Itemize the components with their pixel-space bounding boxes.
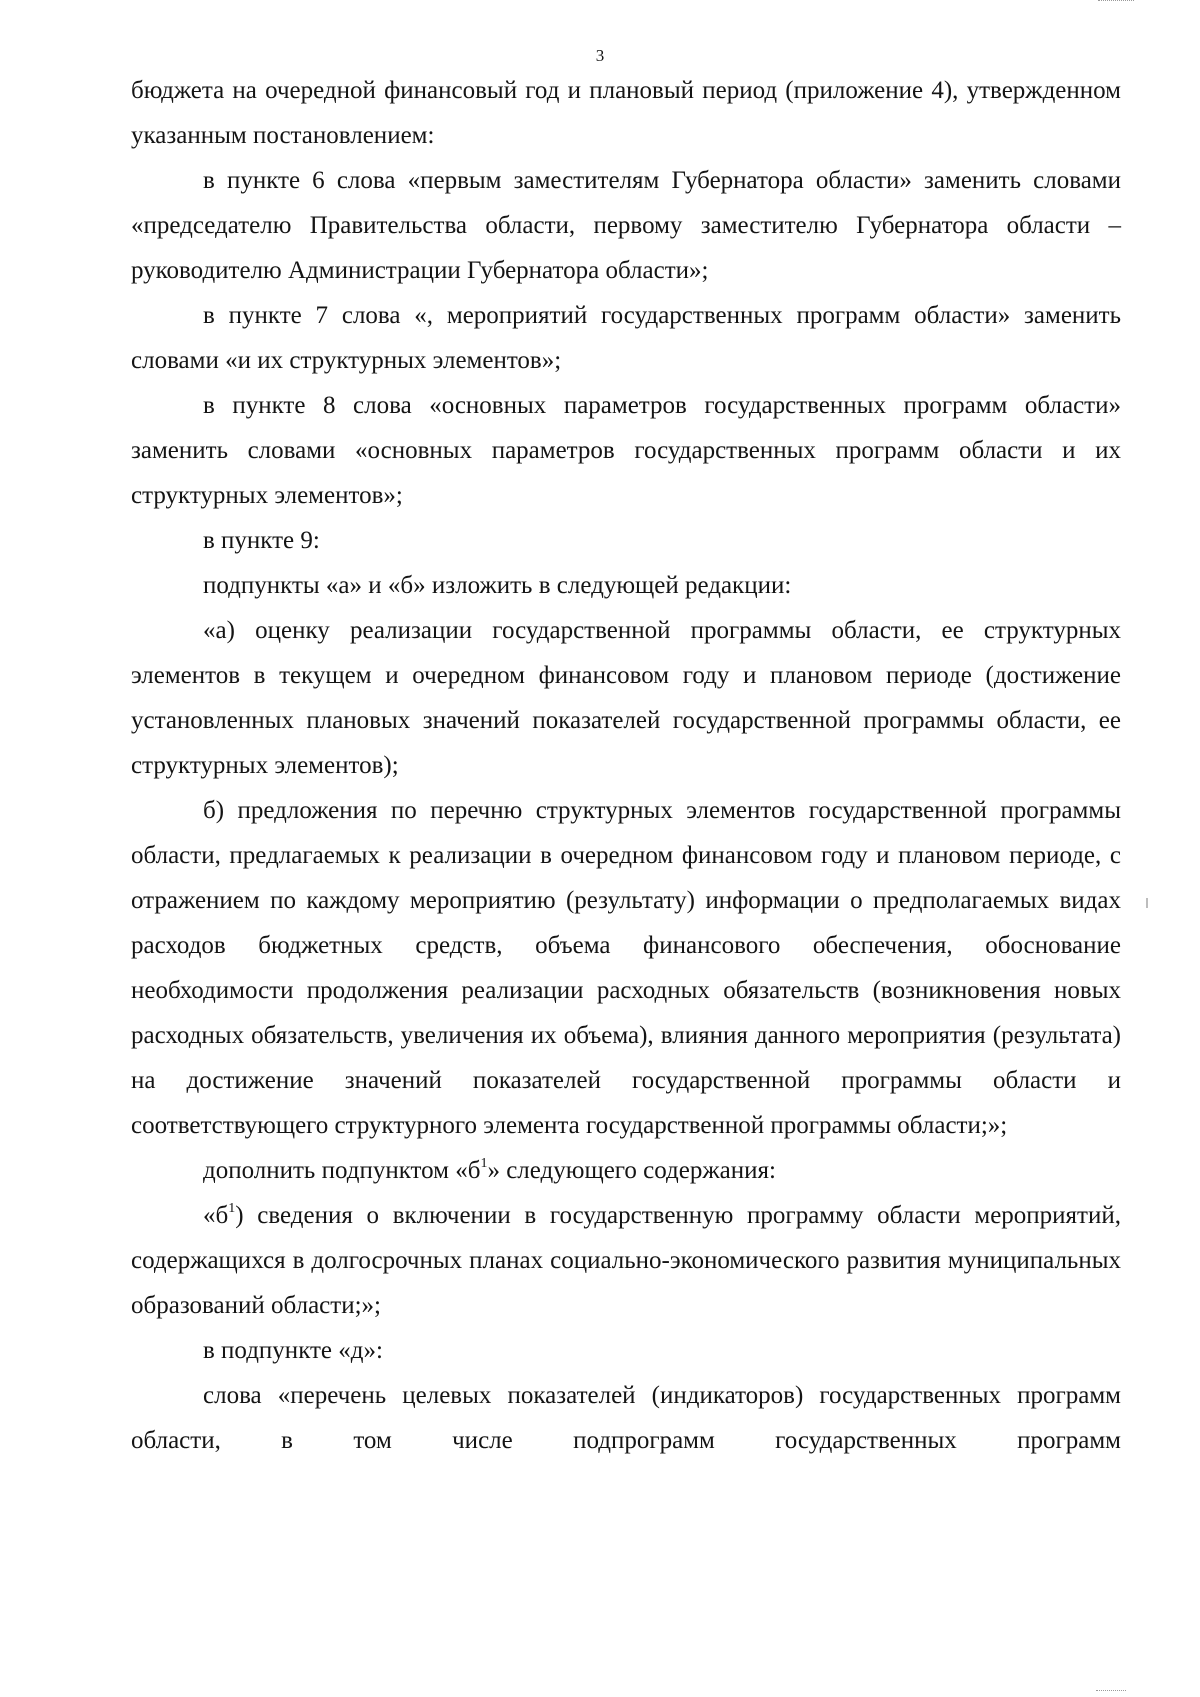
text-fragment: дополнить подпунктом «б bbox=[203, 1157, 481, 1184]
scan-artifact-bottom bbox=[1096, 1687, 1126, 1691]
text-fragment: ) сведения о включении в государственную программу области мероприятий, содержащихся в долгосрочных планах социально-экономического развития муниципальных образований области;»; bbox=[131, 1202, 1121, 1319]
document-body bbox=[131, 68, 1121, 1463]
scan-artifact-top bbox=[1098, 0, 1134, 4]
paragraph-point-8: в пункте 8 слова «основных параметров государственных программ области» заменить словами «основных параметров государственных программ области и их структурных элементов»; bbox=[131, 392, 1121, 509]
paragraph-point-7: в пункте 7 слова «, мероприятий государственных программ области» заменить словами «и их структурных элементов»; bbox=[131, 302, 1121, 374]
paragraph-subpoint-a: «а) оценку реализации государственной программы области, ее структурных элементов в текущем и очередном финансовом году и плановом периоде (достижение установленных плановых значений показателей государственной программы области, ее структурных элементов); bbox=[131, 617, 1121, 779]
page-number: 3 bbox=[595, 46, 605, 65]
paragraph-subpoint-b1 bbox=[131, 1193, 1121, 1328]
text-fragment: » следующего содержания: bbox=[487, 1157, 776, 1184]
paragraph-point-6: в пункте 6 слова «первым заместителям Губернатора области» заменить словами «председателю Правительства области, первому заместителю Губернатора области – руководителю Администрации Губернатора области»; bbox=[131, 167, 1121, 284]
superscript: 1 bbox=[228, 1200, 236, 1216]
paragraph-subpoint-b: б) предложения по перечню структурных элементов государственной программы области, предлагаемых к реализации в очередном финансовом году и плановом периоде, с отражением по каждому мероприятию (результату) информации о предполагаемых видах расходов бюджетных средств, объема финансового обеспечения, обоснование необходимости продолжения реализации расходных обязательств (возникновения новых расходных обязательств, увеличения их объема), влияния данного мероприятия (результата) на достижение значений показателей государственной программы области и соответствующего структурного элемента государственной программы области;»; bbox=[131, 797, 1121, 1139]
paragraph-budget-continuation: бюджета на очередной финансовый год и плановый период (приложение 4), утвержденном указанным постановлением: bbox=[131, 77, 1121, 149]
paragraph-add-subpoint-b1 bbox=[131, 1148, 1121, 1193]
paragraph-subpoint-d: в подпункте «д»: bbox=[203, 1337, 383, 1364]
scan-artifact-side bbox=[1146, 898, 1148, 908]
superscript: 1 bbox=[480, 1155, 488, 1171]
text-fragment: «б bbox=[203, 1202, 229, 1229]
paragraph-point-9: в пункте 9: bbox=[203, 527, 320, 554]
paragraph-subpoints-a-b: подпункты «а» и «б» изложить в следующей редакции: bbox=[203, 572, 792, 599]
paragraph-words-list: слова «перечень целевых показателей (индикаторов) государственных программ области, в том числе подпрограмм государственных программ bbox=[131, 1382, 1121, 1454]
